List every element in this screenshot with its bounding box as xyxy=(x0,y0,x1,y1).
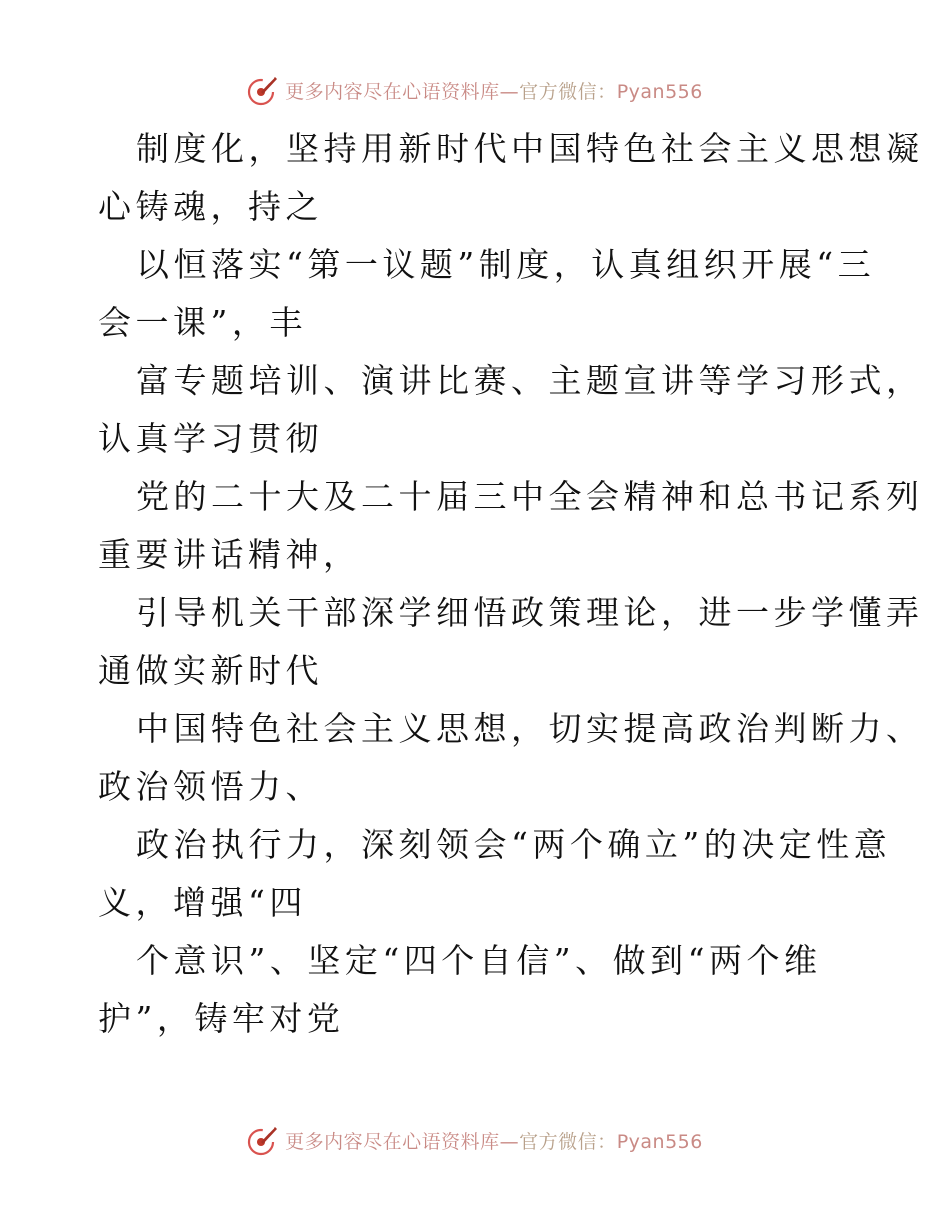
paragraph xyxy=(98,816,892,932)
watermark-wechat-id: Pyan556 xyxy=(616,1130,703,1153)
paragraph-first-line: 中国特色社会主义思想，切实提高政治判断力、 xyxy=(136,709,924,748)
paragraph-continuation: 政治领悟力、 xyxy=(98,767,323,806)
paragraph-first-line: 以恒落实“第一议题”制度，认真组织开展“三 xyxy=(136,245,876,284)
document-body xyxy=(98,120,924,1048)
watermark-wechat-label: 官方微信： xyxy=(519,1130,617,1153)
paragraph-first-line: 个意识”、坚定“四个自信”、做到“两个维 xyxy=(136,941,822,980)
quill-logo-icon xyxy=(247,74,279,106)
paragraph-first-line: 富专题培训、演讲比赛、主题宣讲等学习形式， xyxy=(136,361,924,400)
header-watermark xyxy=(0,72,950,108)
watermark-text xyxy=(285,77,703,104)
watermark-wechat-id: Pyan556 xyxy=(616,80,703,103)
quill-logo-icon xyxy=(247,1124,279,1156)
paragraph xyxy=(98,352,924,468)
paragraph-first-line: 引导机关干部深学细悟政策理论，进一步学懂弄 xyxy=(136,593,924,632)
watermark-dash: — xyxy=(499,80,520,103)
paragraph xyxy=(98,120,924,236)
paragraph-first-line: 党的二十大及二十届三中全会精神和总书记系列 xyxy=(136,477,924,516)
paragraph-first-line: 政治执行力，深刻领会“两个确立”的决定性意 xyxy=(136,825,892,864)
paragraph-first-line: 制度化，坚持用新时代中国特色社会主义思想凝 xyxy=(136,129,924,168)
paragraph xyxy=(98,932,868,1048)
paragraph-continuation: 心铸魂，持之 xyxy=(98,187,323,226)
watermark-site-text: 更多内容尽在心语资料库 xyxy=(285,1130,500,1153)
paragraph-continuation: 会一课”，丰 xyxy=(98,303,307,342)
paragraph-continuation: 通做实新时代 xyxy=(98,651,323,690)
watermark-text xyxy=(285,1127,703,1154)
footer-watermark xyxy=(0,1122,950,1158)
paragraph xyxy=(98,236,876,352)
paragraph xyxy=(98,584,924,700)
paragraph-continuation: 认真学习贯彻 xyxy=(98,419,323,458)
paragraph xyxy=(98,468,924,584)
paragraph-continuation: 重要讲话精神， xyxy=(98,535,361,574)
watermark-wechat-label: 官方微信： xyxy=(519,80,617,103)
watermark-dash: — xyxy=(499,1130,520,1153)
paragraph-continuation: 护”，铸牢对党 xyxy=(98,999,345,1038)
paragraph-continuation: 义，增强“四 xyxy=(98,883,307,922)
watermark-site-text: 更多内容尽在心语资料库 xyxy=(285,80,500,103)
paragraph xyxy=(98,700,924,816)
